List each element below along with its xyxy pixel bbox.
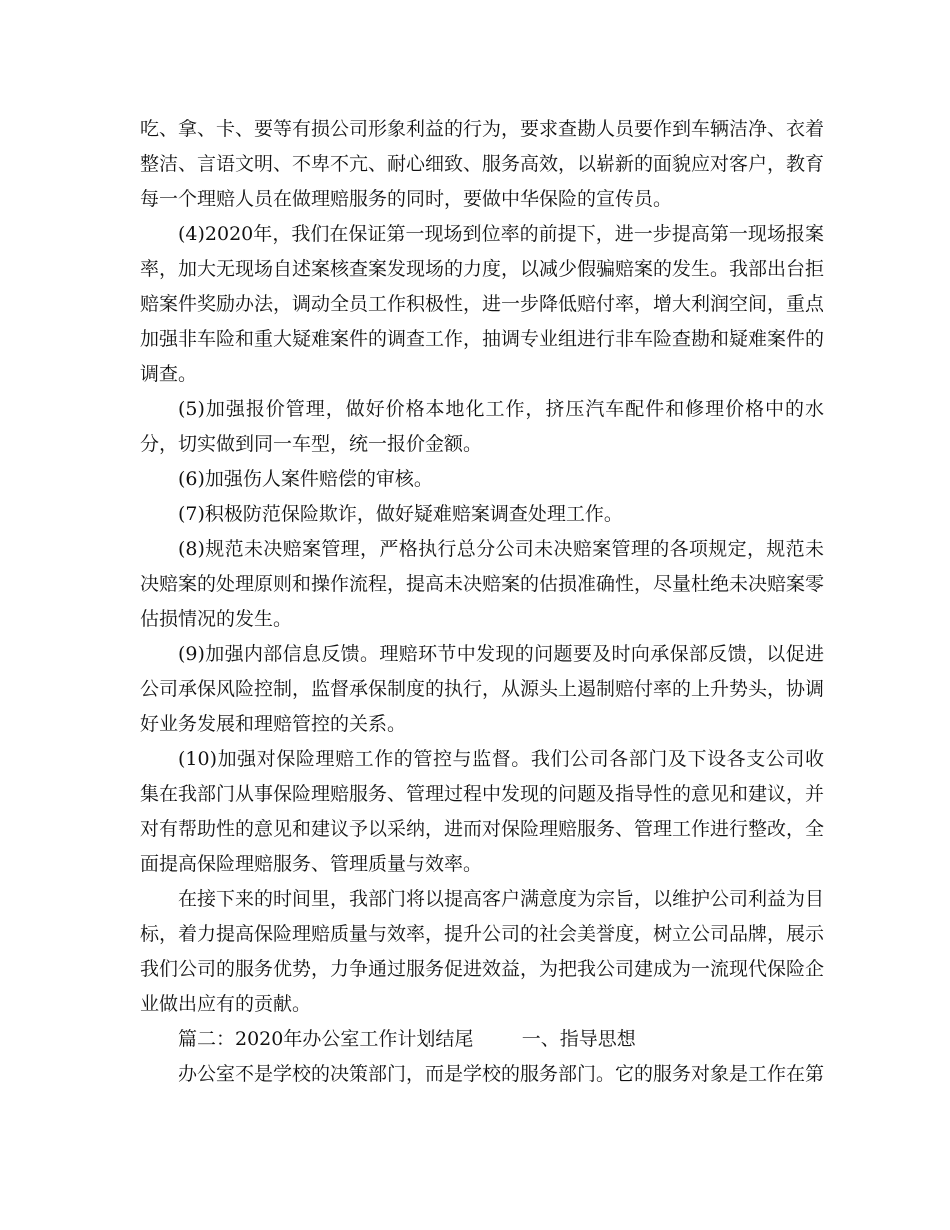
section-subtitle: 一、指导思想 [521,1028,636,1050]
paragraph-item-8: (8)规范未决赔案管理，严格执行总分公司未决赔案管理的各项规定，规范未决赔案的处理原则和操作流程，提高未决赔案的估损准确性，尽量杜绝未决赔案零估损情况的发生。 [140,538,825,630]
paragraph-continuation: 吃、拿、卡、要等有损公司形象利益的行为，要求查勘人员要作到车辆洁净、衣着整洁、言语文明、不卑不亢、耐心细致、服务高效，以崭新的面貌应对客户，教育每一个理赔人员在做理赔服务的同时，要做中华保险的宣传员。 [140,118,825,210]
paragraph-item-5: (5)加强报价管理，做好价格本地化工作，挤压汽车配件和修理价格中的水分，切实做到同一车型，统一报价金额。 [140,398,824,455]
paragraph-item-10: (10)加强对保险理赔工作的管控与监督。我们公司各部门及下设各支公司收集在我部门从事保险理赔服务、管理过程中发现的问题及指导性的意见和建议，并对有帮助性的意见和建议予以采纳，进而对保险理赔服务、管理工作进行整改，全面提高保险理赔服务、管理质量与效率。 [140,748,825,875]
section-heading [140,1022,824,1057]
paragraph-item-6: (6)加强伤人案件赔偿的审核。 [178,468,433,490]
section-title: 篇二：2020年办公室工作计划结尾 [178,1028,474,1050]
paragraph-conclusion: 在接下来的时间里，我部门将以提高客户满意度为宗旨，以维护公司利益为目标，着力提高保险理赔质量与效率，提升公司的社会美誉度，树立公司品牌，展示我们公司的服务优势，力争通过服务促进效益，为把我公司建成为一流现代保险企业做出应有的贡献。 [140,888,825,1015]
paragraph-item-9: (9)加强内部信息反馈。理赔环节中发现的问题要及时向承保部反馈，以促进公司承保风险控制，监督承保制度的执行，从源头上遏制赔付率的上升势头，协调好业务发展和理赔管控的关系。 [140,643,825,735]
paragraph-office-intro: 办公室不是学校的决策部门，而是学校的服务部门。它的服务对象是工作在第 [178,1063,825,1085]
paragraph-item-7: (7)积极防范保险欺诈，做好疑难赔案调查处理工作。 [178,503,623,525]
document-page [140,112,824,1092]
paragraph-item-4: (4)2020年，我们在保证第一现场到位率的前提下，进一步提高第一现场报案率，加大无现场自述案核查案发现场的力度，以减少假骗赔案的发生。我部出台拒赔案件奖励办法，调动全员工作积极性，进一步降低赔付率，增大利润空间，重点加强非车险和重大疑难案件的调查工作，抽调专业组进行非车险查勘和疑难案件的调查。 [140,223,825,385]
